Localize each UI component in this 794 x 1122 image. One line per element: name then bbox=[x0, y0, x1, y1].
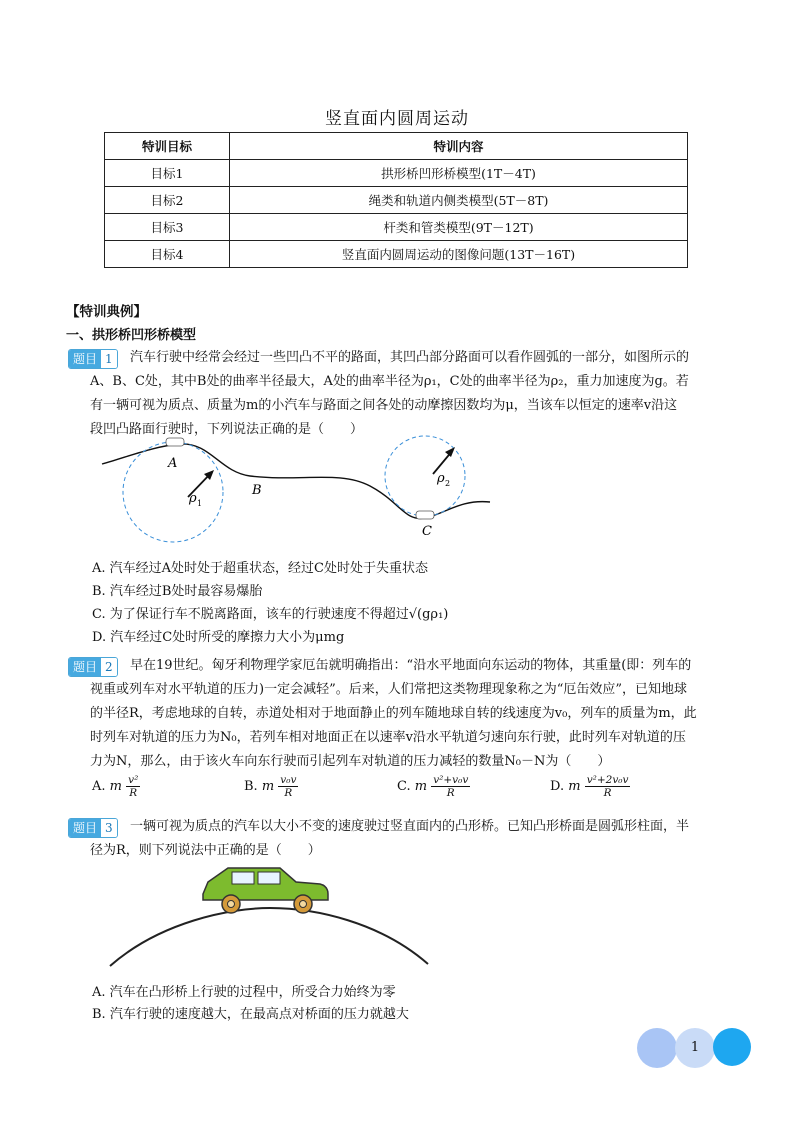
label-c: C bbox=[422, 524, 432, 539]
q3-option: A. 汽车在凸形桥上行驶的过程中，所受合力始终为零 bbox=[92, 985, 396, 1000]
q3-line: 一辆可视为质点的汽车以大小不变的速度驶过竖直面内的凸形桥。已知凸形桥面是圆弧形柱面，半 bbox=[130, 819, 690, 834]
q1-option: B. 汽车经过B处时最容易爆胎 bbox=[92, 584, 263, 599]
label-rho1-sub: 1 bbox=[197, 499, 203, 508]
table-cell: 杆类和管类模型(9T－12T) bbox=[230, 214, 688, 241]
option-m: m bbox=[568, 779, 581, 794]
badge-number: 2 bbox=[101, 658, 117, 676]
label-rho1: ρ bbox=[189, 491, 197, 506]
arrow-head-icon bbox=[445, 447, 455, 457]
page-number: 1 bbox=[675, 1028, 715, 1068]
subsection-heading: 一、拱形桥凹形桥模型 bbox=[66, 328, 197, 343]
question-badge bbox=[68, 657, 118, 677]
option-m: m bbox=[414, 779, 428, 794]
road-curvature-figure bbox=[100, 434, 500, 544]
convex-bridge-figure bbox=[100, 860, 440, 972]
table-cell: 竖直面内圆周运动的图像问题(13T－16T) bbox=[230, 241, 688, 268]
q3-option: B. 汽车行驶的速度越大，在最高点对桥面的压力就越大 bbox=[92, 1007, 409, 1022]
q1-option: D. 汽车经过C处时所受的摩擦力大小为μmg bbox=[92, 630, 345, 645]
q1-line: 段凹凸路面行驶时，下列说法正确的是（ ） bbox=[90, 422, 364, 437]
badge-label: 题目 bbox=[69, 350, 101, 368]
option-letter: D. bbox=[550, 779, 565, 794]
section-heading: 【特训典例】 bbox=[66, 304, 147, 320]
table-header-cell: 特训目标 bbox=[105, 133, 230, 160]
option-fraction bbox=[126, 774, 140, 799]
q1-option: A. 汽车经过A处时处于超重状态，经过C处时处于失重状态 bbox=[92, 561, 428, 576]
option-letter: C. bbox=[397, 779, 411, 794]
q2-line: 的半径R，考虑地球的自转，赤道处相对于地面静止的列车随地球自转的线速度为v₀，列车的质量为m，此 bbox=[90, 706, 697, 721]
q2-line: 早在19世纪。匈牙利物理学家厄缶就明确指出：“沿水平地面向东运动的物体，其重量(即：列车的 bbox=[130, 658, 692, 673]
table-row bbox=[105, 214, 688, 241]
car-icon bbox=[416, 511, 434, 519]
table-row bbox=[105, 241, 688, 268]
fraction-numerator: v²+v₀v bbox=[433, 774, 469, 786]
option-letter: B. bbox=[244, 779, 258, 794]
fraction-numerator: v² bbox=[128, 774, 139, 786]
car-icon bbox=[203, 868, 328, 913]
table-cell: 目标3 bbox=[105, 214, 230, 241]
label-b: B bbox=[252, 483, 262, 498]
table-cell: 目标1 bbox=[105, 160, 230, 187]
table-cell: 目标4 bbox=[105, 241, 230, 268]
table-header-row bbox=[105, 133, 688, 160]
q1-line: 汽车行驶中经常会经过一些凹凸不平的路面，其凹凸部分路面可以看作圆弧的一部分，如图所示的 bbox=[130, 350, 690, 365]
table-header-cell: 特训内容 bbox=[230, 133, 688, 160]
page-deco-circle bbox=[637, 1028, 677, 1068]
question-badge bbox=[68, 349, 118, 369]
q2-option-d bbox=[550, 774, 630, 799]
question-badge bbox=[68, 818, 118, 838]
option-fraction bbox=[585, 774, 631, 799]
badge-number: 1 bbox=[101, 350, 117, 368]
q2-line: 力为N，那么，由于该火车向东行驶而引起列车对轨道的压力减轻的数量N₀－N为（ ） bbox=[90, 754, 611, 769]
table-row bbox=[105, 187, 688, 214]
option-m: m bbox=[109, 779, 122, 794]
badge-number: 3 bbox=[101, 819, 117, 837]
q2-option-a bbox=[92, 774, 140, 799]
table-cell: 绳类和轨道内侧类模型(5T－8T) bbox=[230, 187, 688, 214]
page-deco-circle bbox=[713, 1028, 751, 1066]
q1-line: 有一辆可视为质点、质量为m的小汽车与路面之间各处的动摩擦因数均为μ，当该车以恒定的速率v沿这 bbox=[90, 398, 678, 413]
option-letter: A. bbox=[92, 779, 106, 794]
fraction-denominator: R bbox=[446, 787, 455, 799]
option-fraction bbox=[278, 774, 298, 799]
label-rho2: ρ bbox=[437, 471, 445, 486]
goals-table bbox=[104, 132, 688, 268]
q2-option-b bbox=[244, 774, 298, 799]
road-curve bbox=[102, 444, 490, 519]
q2-line: 时列车对轨道的压力为N₀，若列车相对地面正在以速率v沿水平轨道匀速向东行驶，此时列车对轨道的压 bbox=[90, 730, 686, 745]
q3-line: 径为R，则下列说法中正确的是（ ） bbox=[90, 843, 321, 858]
bridge-arc bbox=[110, 908, 428, 966]
label-a: A bbox=[168, 456, 178, 471]
fraction-denominator: R bbox=[603, 787, 612, 799]
q2-line: 视重或列车对水平轨道的压力)一定会减轻”。后来，人们常把这类物理现象称之为“厄缶效应”，已知地球 bbox=[90, 682, 688, 697]
badge-label: 题目 bbox=[69, 819, 101, 837]
table-row bbox=[105, 160, 688, 187]
q1-option: C. 为了保证行车不脱离路面，该车的行驶速度不得超过√(gρ₁) bbox=[92, 607, 449, 622]
fraction-denominator: R bbox=[284, 787, 293, 799]
label-rho2-sub: 2 bbox=[445, 479, 451, 488]
page-title: 竖直面内圆周运动 bbox=[325, 109, 469, 129]
fraction-numerator: v²+2v₀v bbox=[586, 774, 629, 786]
fraction-numerator: v₀v bbox=[280, 774, 297, 786]
option-fraction bbox=[431, 774, 470, 799]
badge-label: 题目 bbox=[69, 658, 101, 676]
table-cell: 目标2 bbox=[105, 187, 230, 214]
q1-line: A、B、C处，其中B处的曲率半径最大，A处的曲率半径为ρ₁，C处的曲率半径为ρ₂，重力加速度为g。若 bbox=[90, 374, 689, 389]
car-icon bbox=[166, 438, 184, 446]
fraction-denominator: R bbox=[129, 787, 138, 799]
q2-option-c bbox=[397, 774, 470, 799]
option-m: m bbox=[261, 779, 275, 794]
table-cell: 拱形桥凹形桥模型(1T－4T) bbox=[230, 160, 688, 187]
